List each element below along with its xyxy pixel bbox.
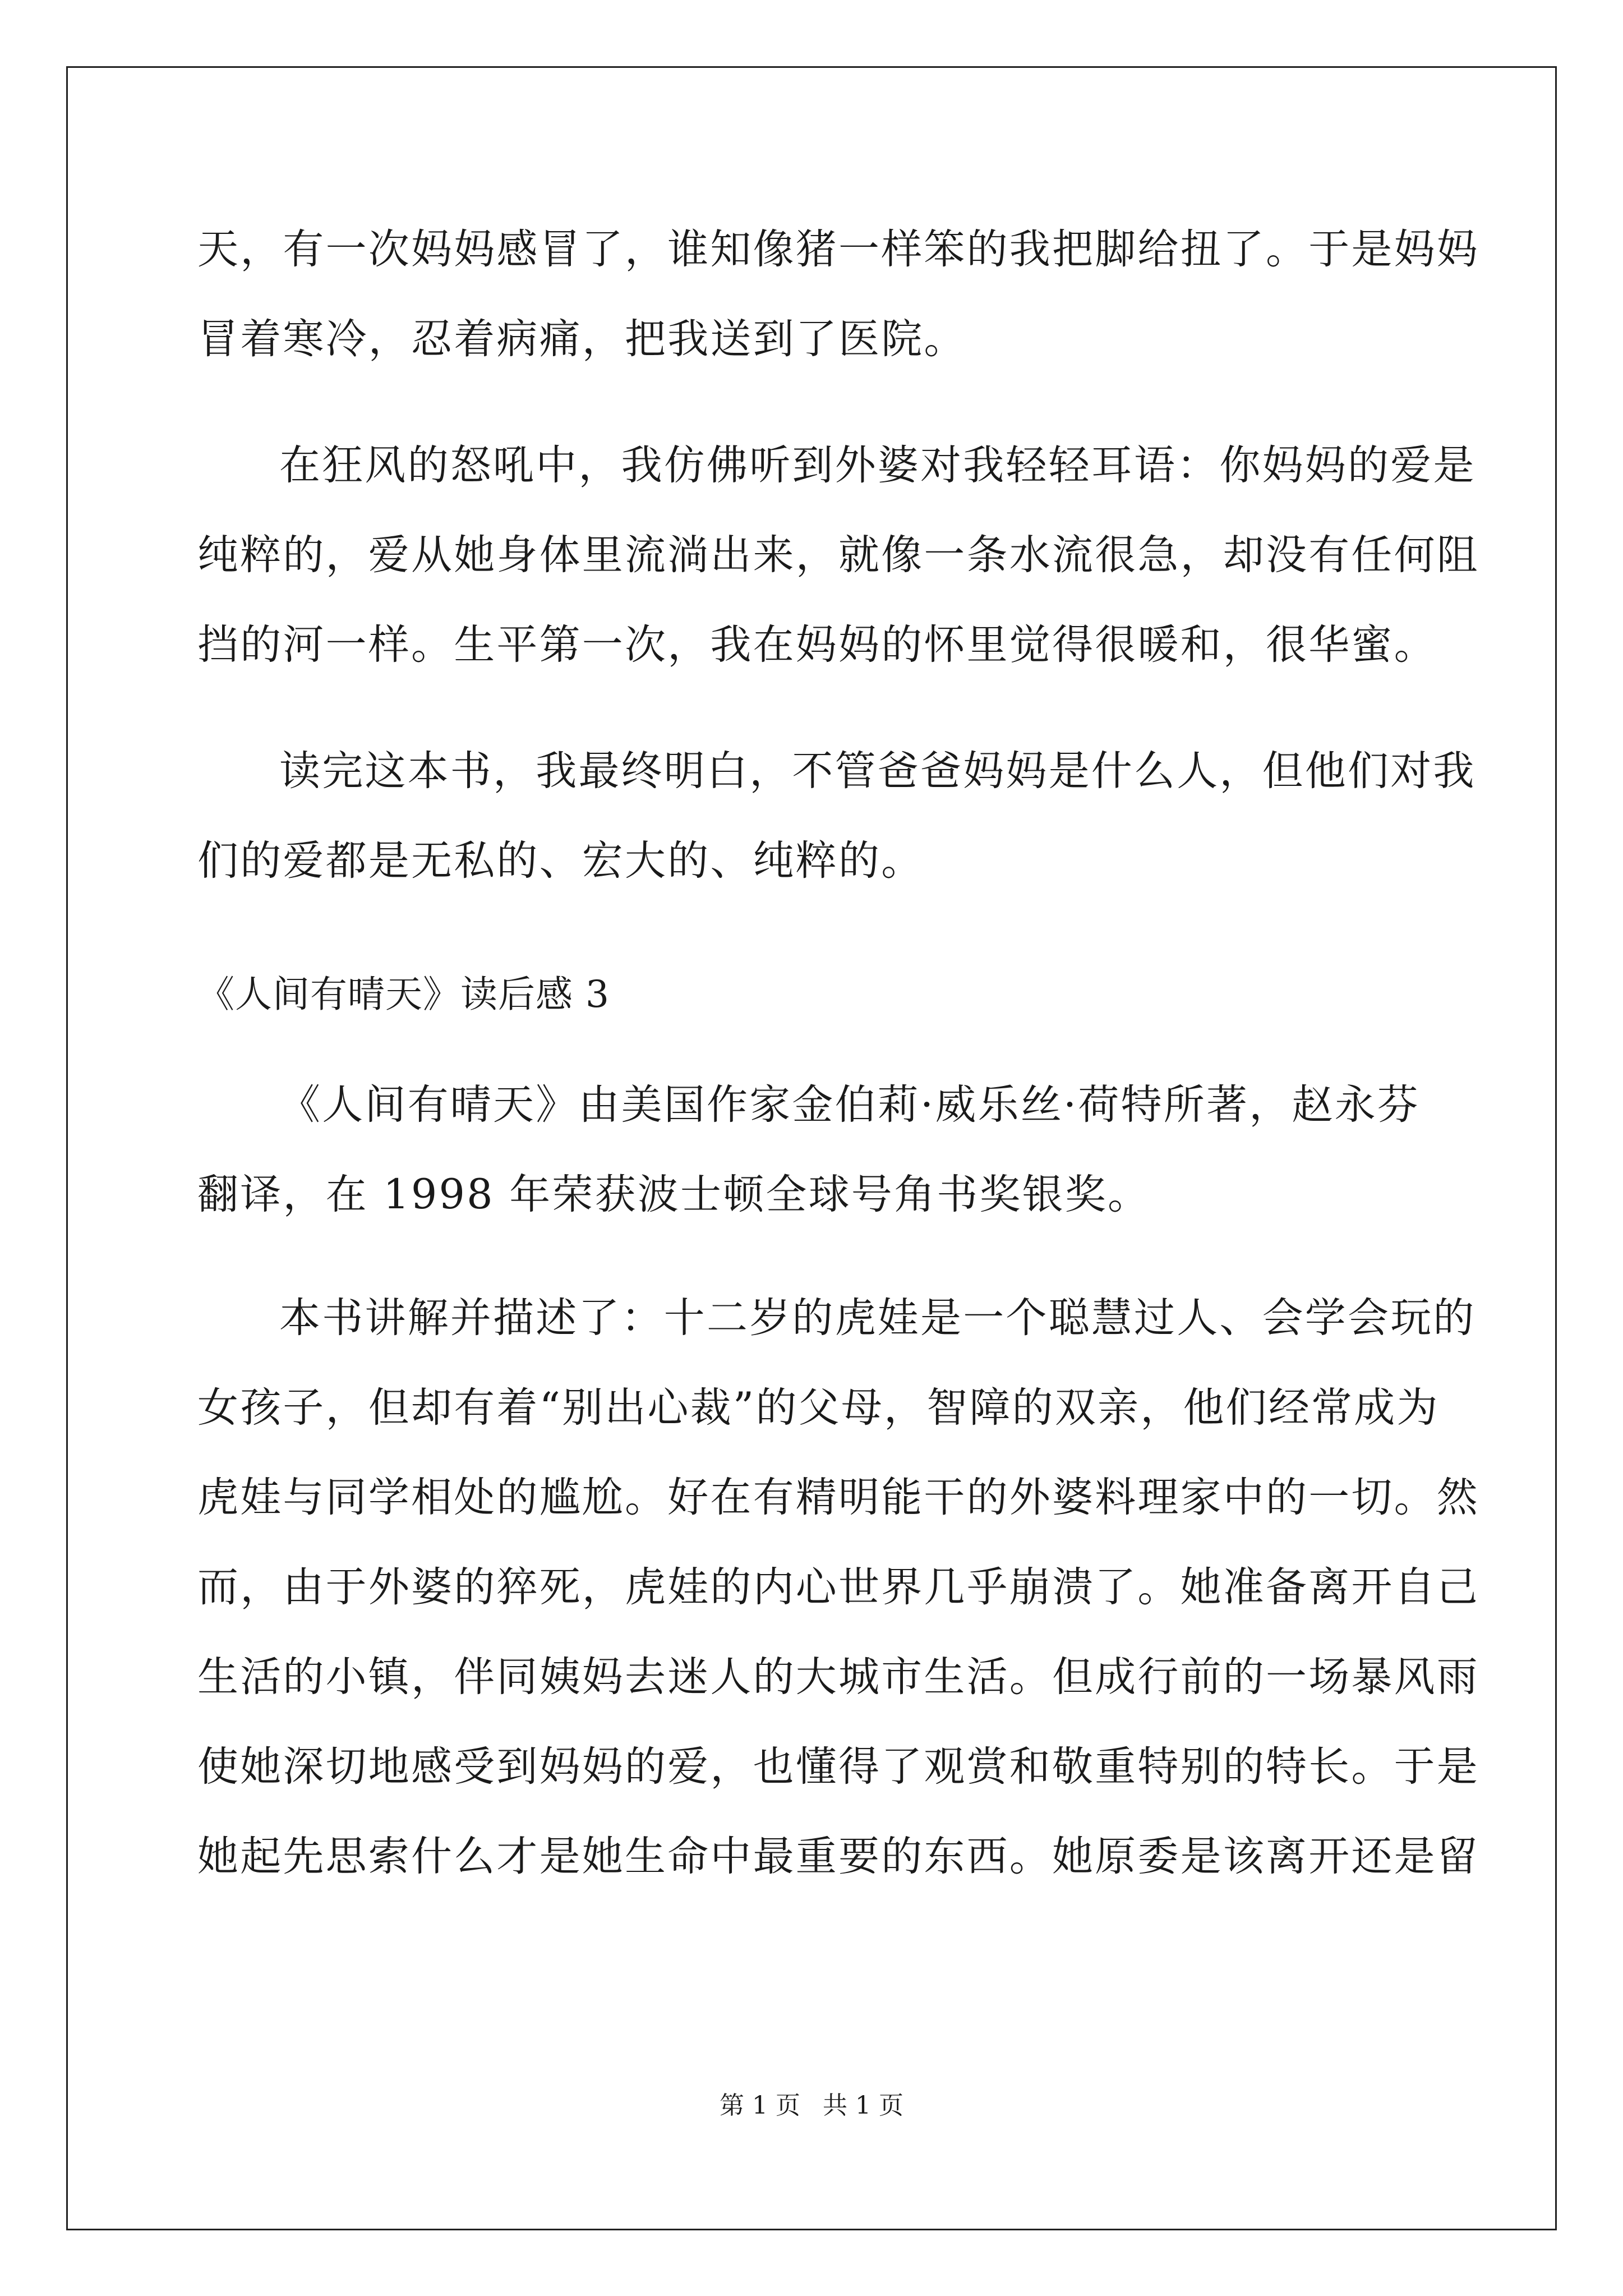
- text-line: 挡的河一样。生平第一次，我在妈妈的怀里觉得很暖和，很华蜜。: [197, 621, 1437, 669]
- text-line: 们的爱都是无私的、宏大的、纯粹的。: [197, 837, 924, 885]
- page-total: 共 1 页: [823, 2091, 903, 2120]
- text-line: 使她深切地感受到妈妈的爱，也懂得了观赏和敬重特别的特长。于是: [197, 1743, 1479, 1791]
- page-border: [66, 66, 1557, 2230]
- text-line: 纯粹的，爱从她身体里流淌出来，就像一条水流很急，却没有任何阻: [197, 531, 1479, 579]
- text-line: 冒着寒冷，忍着病痛，把我送到了医院。: [197, 315, 967, 363]
- text-line: 《人间有晴天》由美国作家金伯莉·威乐丝·荷特所著，赵永芬: [279, 1081, 1421, 1129]
- text-line: 她起先思索什么才是她生命中最重要的东西。她原委是该离开还是留: [197, 1833, 1479, 1880]
- page-footer: [0, 2089, 1623, 2123]
- text-line: 本书讲解并描述了：十二岁的虎娃是一个聪慧过人、会学会玩的: [279, 1294, 1476, 1342]
- text-line: 读完这本书，我最终明白，不管爸爸妈妈是什么人，但他们对我: [279, 747, 1476, 795]
- text-line: 在狂风的怒吼中，我仿佛听到外婆对我轻轻耳语：你妈妈的爱是: [279, 441, 1476, 489]
- text-line: 翻译，在 1998 年荣获波士顿全球号角书奖银奖。: [197, 1171, 1151, 1218]
- page-number: 第 1 页: [720, 2091, 800, 2120]
- text-line: 女孩子，但却有着“别出心裁”的父母，智障的双亲，他们经常成为: [197, 1384, 1440, 1432]
- text-line: 虎娃与同学相处的尴尬。好在有精明能干的外婆料理家中的一切。然: [197, 1474, 1479, 1521]
- text-line: 天，有一次妈妈感冒了，谁知像猪一样笨的我把脚给扭了。于是妈妈: [197, 226, 1479, 273]
- text-line: 生活的小镇，伴同姨妈去迷人的大城市生活。但成行前的一场暴风雨: [197, 1653, 1479, 1701]
- section-heading: 《人间有晴天》读后感 3: [197, 973, 610, 1016]
- text-line: 而，由于外婆的猝死，虎娃的内心世界几乎崩溃了。她准备离开自己: [197, 1563, 1479, 1611]
